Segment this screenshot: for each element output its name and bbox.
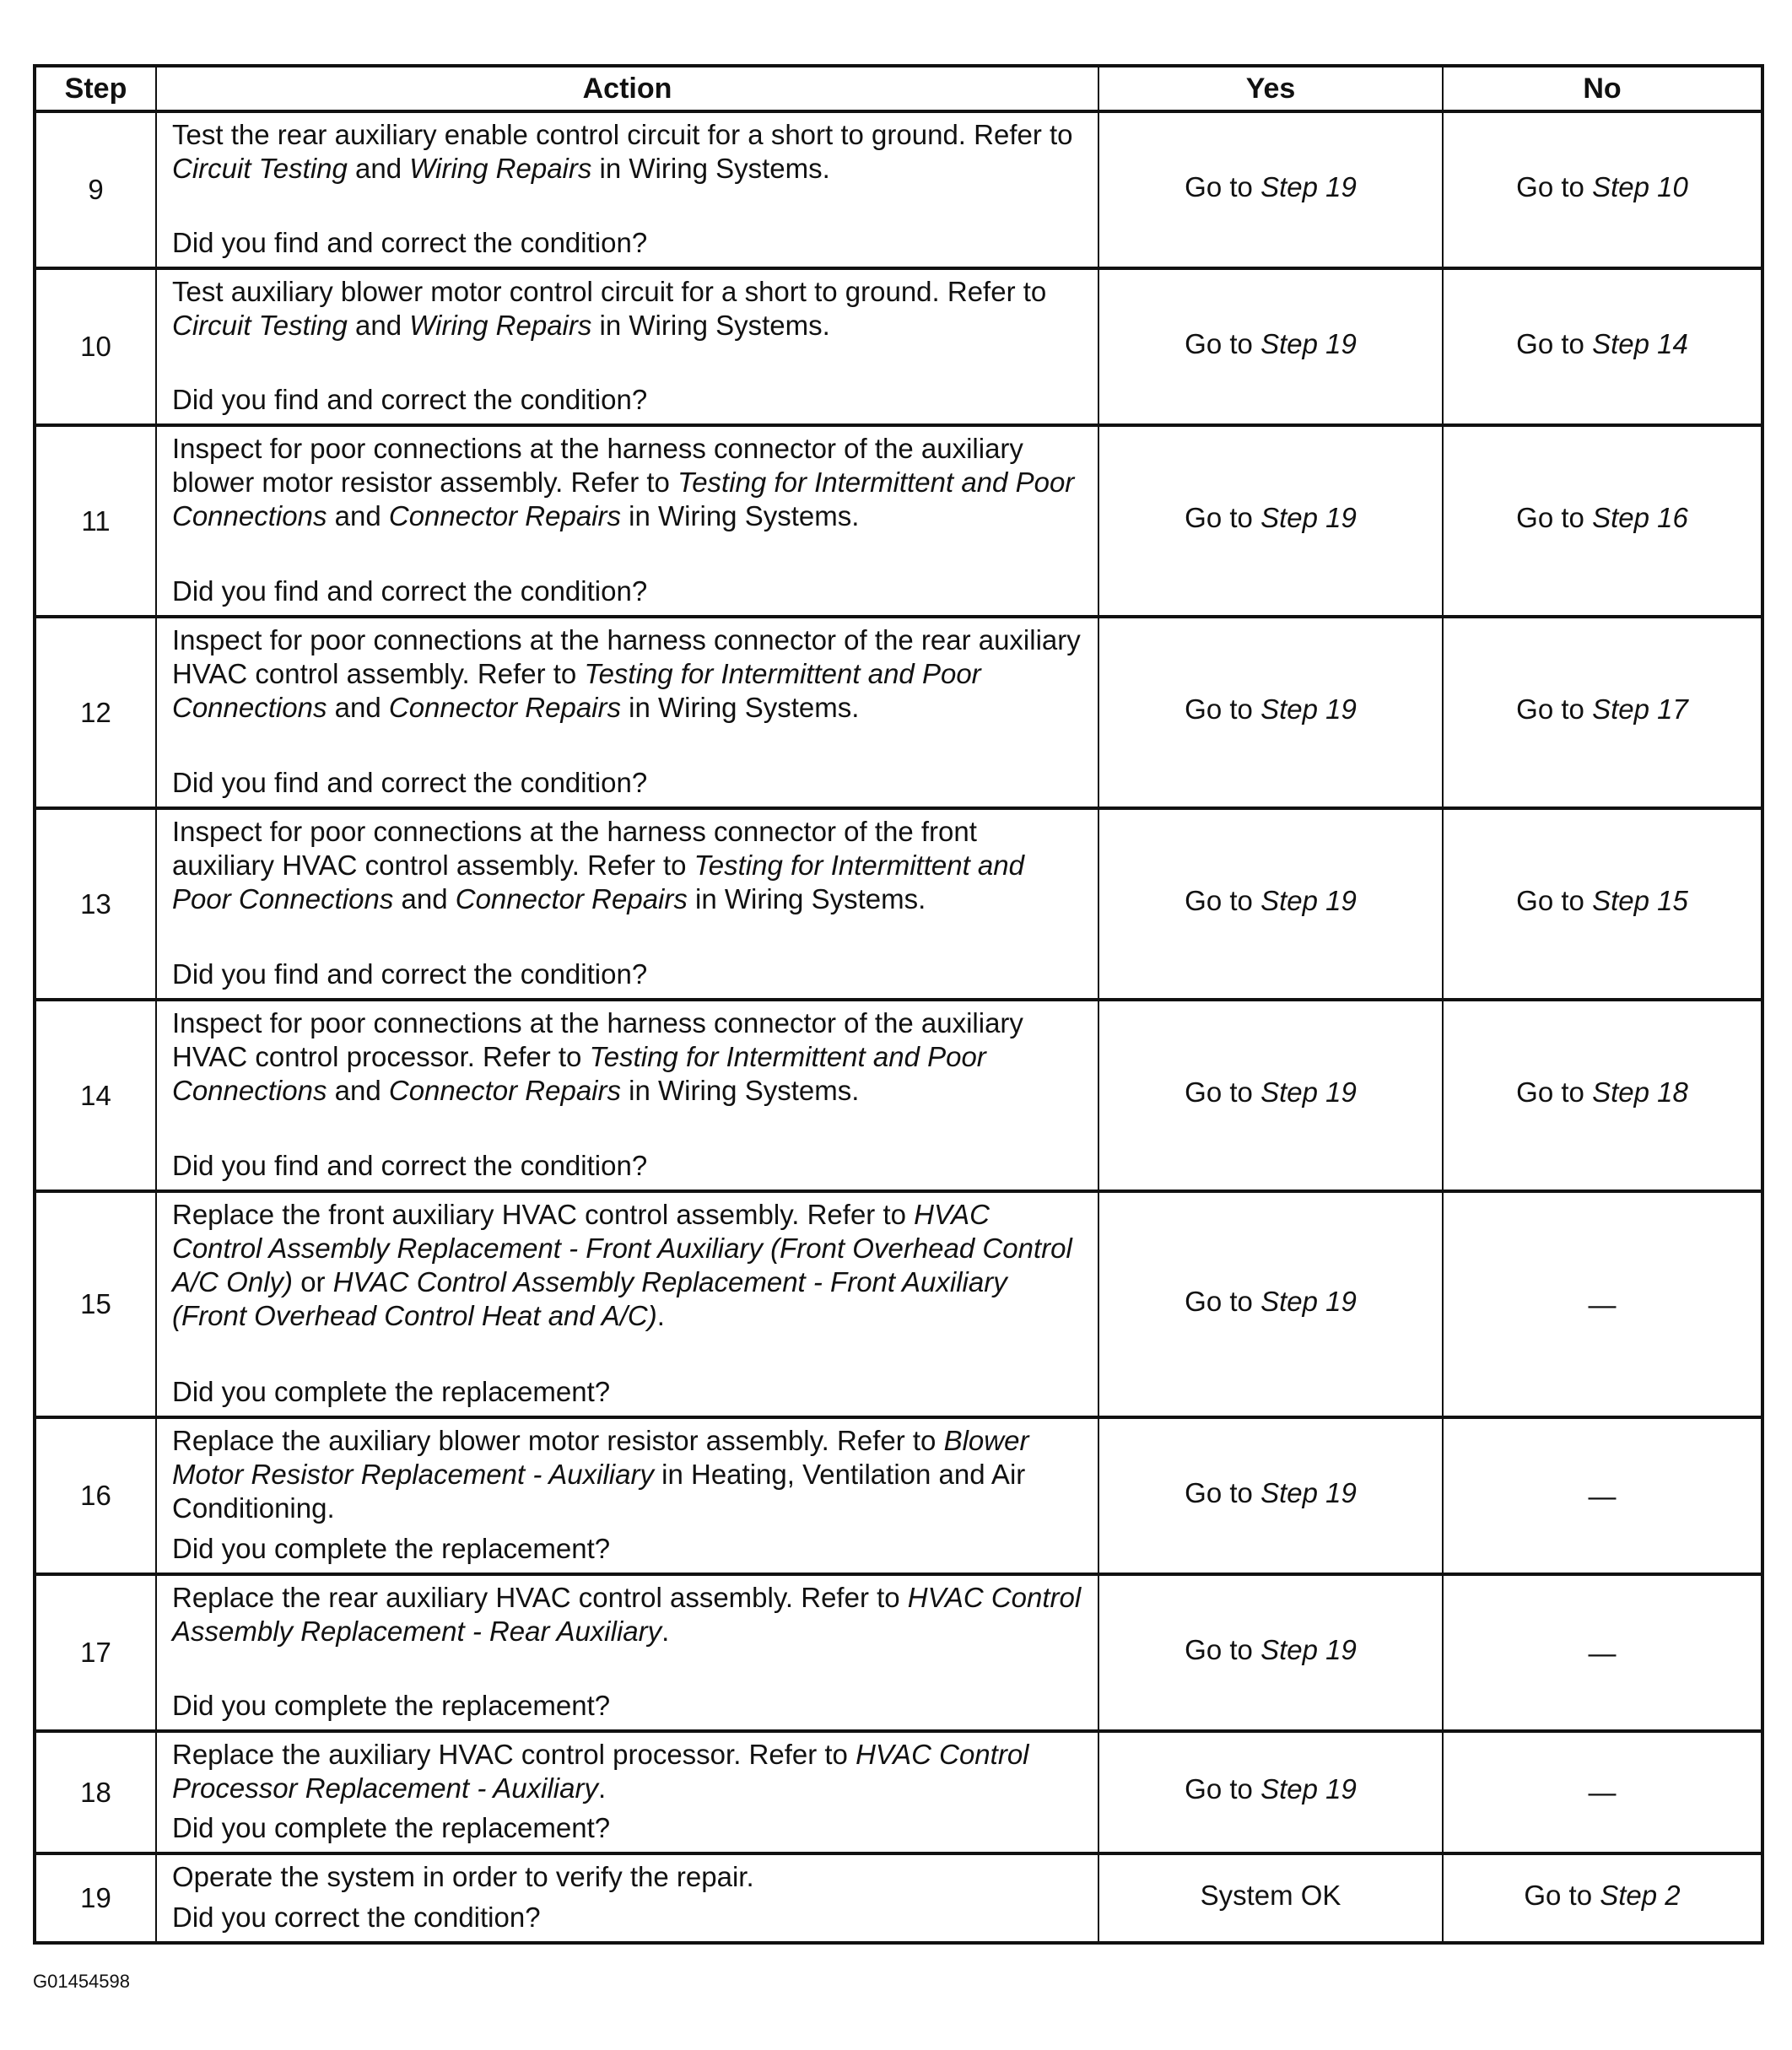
action-question: Did you find and correct the condition?	[172, 767, 648, 798]
no-step-ref: Step 10	[1592, 170, 1688, 202]
yes-step-ref: Step 19	[1260, 1285, 1357, 1317]
action-content	[172, 1424, 1082, 1566]
action-instruction	[172, 275, 1082, 343]
table-row	[35, 1191, 1762, 1417]
instruction-text: Replace the front auxiliary HVAC control assembly. Refer to	[172, 1199, 915, 1230]
instruction-text: Inspect for poor connections at the harness connector of the auxiliary HVAC control processor. Refer to	[172, 1007, 1023, 1072]
step-number: 14	[35, 1000, 156, 1191]
yes-result	[1098, 1731, 1443, 1853]
reference-link-text: Connector Repairs	[455, 883, 688, 914]
yes-step-ref: Step 19	[1260, 327, 1357, 359]
action-question: Did you correct the condition?	[172, 1902, 541, 1933]
action-cell	[156, 1000, 1098, 1191]
no-step-ref: Step 2	[1600, 1879, 1681, 1911]
action-question: Did you find and correct the condition?	[172, 1150, 648, 1181]
instruction-text: and	[327, 500, 389, 531]
reference-link-text: Testing for Intermittent and Poor Connections	[172, 850, 1024, 914]
action-question: Did you find and correct the condition?	[172, 958, 648, 990]
step-number: 19	[35, 1853, 156, 1943]
no-step-ref: Step 15	[1592, 885, 1688, 916]
step-number: 16	[35, 1417, 156, 1574]
no-result	[1443, 1417, 1762, 1574]
no-dash: —	[1588, 1480, 1617, 1512]
table-row	[35, 1417, 1762, 1574]
action-cell	[156, 1731, 1098, 1853]
yes-prefix: Go to	[1185, 693, 1261, 725]
instruction-text: Inspect for poor connections at the harness connector of the rear auxiliary HVAC control assembly. Refer to	[172, 624, 1081, 689]
document	[33, 64, 1761, 1945]
no-result	[1443, 111, 1762, 268]
no-prefix: Go to	[1516, 885, 1593, 916]
action-content	[172, 275, 1082, 417]
table-row	[35, 1000, 1762, 1191]
yes-prefix: Go to	[1185, 170, 1261, 202]
table-row	[35, 1731, 1762, 1853]
no-step-ref: Step 16	[1592, 502, 1688, 533]
instruction-text: in Wiring Systems.	[591, 153, 830, 184]
yes-prefix: Go to	[1185, 1285, 1261, 1317]
step-number: 18	[35, 1731, 156, 1853]
yes-result	[1098, 1574, 1443, 1731]
no-result	[1443, 1191, 1762, 1417]
yes-result	[1098, 268, 1443, 425]
instruction-text: in Wiring Systems.	[591, 310, 830, 341]
instruction-text: .	[656, 1300, 665, 1331]
action-content	[172, 1198, 1082, 1409]
reference-link-text: HVAC Control Assembly Replacement - Front Auxiliary (Front Overhead Control A/C Only)	[172, 1199, 1072, 1297]
no-dash: —	[1588, 1288, 1617, 1320]
action-instruction	[172, 1581, 1082, 1648]
action-content	[172, 1006, 1082, 1183]
no-prefix: Go to	[1516, 1076, 1593, 1108]
reference-link-text: HVAC Control Assembly Replacement - Front Auxiliary (Front Overhead Control Heat and A/C)	[172, 1266, 1007, 1331]
table-row	[35, 1853, 1762, 1943]
instruction-text: in Wiring Systems.	[621, 1075, 860, 1106]
action-instruction	[172, 815, 1082, 916]
table-row	[35, 268, 1762, 425]
instruction-text: .	[661, 1616, 670, 1647]
header-step: Step	[35, 66, 156, 111]
action-cell	[156, 111, 1098, 268]
instruction-text: and	[347, 153, 410, 184]
header-yes: Yes	[1098, 66, 1443, 111]
yes-result	[1098, 425, 1443, 617]
no-result	[1443, 425, 1762, 617]
reference-link-text: Testing for Intermittent and Poor Connections	[172, 467, 1075, 531]
action-instruction	[172, 1424, 1082, 1525]
table-header-row	[35, 66, 1762, 111]
action-question: Did you complete the replacement?	[172, 1376, 611, 1407]
step-number: 15	[35, 1191, 156, 1417]
step-number: 9	[35, 111, 156, 268]
instruction-text: in Wiring Systems.	[621, 500, 860, 531]
table-row	[35, 808, 1762, 1000]
step-number: 13	[35, 808, 156, 1000]
action-cell	[156, 425, 1098, 617]
no-step-ref: Step 18	[1592, 1076, 1688, 1108]
figure-id: G01454598	[33, 1971, 130, 1992]
step-number: 12	[35, 617, 156, 808]
reference-link-text: Connector Repairs	[388, 1075, 621, 1106]
header-action: Action	[156, 66, 1098, 111]
diagnostic-steps-table	[33, 64, 1764, 1945]
yes-prefix: Go to	[1185, 1476, 1261, 1508]
table-row	[35, 1574, 1762, 1731]
no-result	[1443, 1853, 1762, 1943]
step-number: 11	[35, 425, 156, 617]
action-instruction	[172, 1006, 1082, 1108]
no-prefix: Go to	[1516, 170, 1593, 202]
action-cell	[156, 1853, 1098, 1943]
action-cell	[156, 268, 1098, 425]
reference-link-text: HVAC Control Processor Replacement - Auxiliary	[172, 1739, 1029, 1804]
yes-prefix: Go to	[1185, 1633, 1261, 1665]
action-cell	[156, 1574, 1098, 1731]
yes-step-ref: Step 19	[1260, 693, 1357, 725]
table-row	[35, 617, 1762, 808]
instruction-text: and	[347, 310, 410, 341]
reference-link-text: Circuit Testing	[172, 310, 348, 341]
no-result	[1443, 617, 1762, 808]
action-question: Did you find and correct the condition?	[172, 384, 648, 415]
yes-step-ref: Step 19	[1260, 502, 1357, 533]
no-result	[1443, 1000, 1762, 1191]
action-content	[172, 623, 1082, 800]
no-prefix: Go to	[1516, 327, 1593, 359]
yes-result	[1098, 808, 1443, 1000]
reference-link-text: Wiring Repairs	[409, 153, 592, 184]
no-prefix: Go to	[1524, 1879, 1600, 1911]
instruction-text: in Wiring Systems.	[621, 692, 860, 723]
action-question: Did you complete the replacement?	[172, 1690, 611, 1721]
action-instruction	[172, 118, 1082, 186]
instruction-text: in Heating, Ventilation and Air Conditioning.	[172, 1459, 1026, 1524]
step-number: 17	[35, 1574, 156, 1731]
action-instruction	[172, 623, 1082, 725]
action-content	[172, 815, 1082, 991]
no-result	[1443, 1731, 1762, 1853]
table-body	[35, 111, 1762, 1943]
instruction-text: Inspect for poor connections at the harness connector of the front auxiliary HVAC control assembly. Refer to	[172, 816, 977, 881]
action-instruction	[172, 1860, 1082, 1894]
reference-link-text: Blower Motor Resistor Replacement - Auxiliary	[172, 1425, 1029, 1490]
yes-prefix: Go to	[1185, 1773, 1261, 1805]
yes-result	[1098, 111, 1443, 268]
action-question: Did you find and correct the condition?	[172, 227, 648, 258]
reference-link-text: Testing for Intermittent and Poor Connections	[172, 658, 981, 723]
reference-link-text: Connector Repairs	[388, 692, 621, 723]
action-content	[172, 1860, 1082, 1934]
instruction-text: Inspect for poor connections at the harness connector of the auxiliary blower motor resistor assembly. Refer to	[172, 433, 1023, 498]
action-cell	[156, 1191, 1098, 1417]
no-result	[1443, 268, 1762, 425]
no-prefix: Go to	[1516, 693, 1593, 725]
reference-link-text: Connector Repairs	[388, 500, 621, 531]
no-dash: —	[1588, 1777, 1617, 1808]
no-result	[1443, 808, 1762, 1000]
instruction-text: Replace the rear auxiliary HVAC control assembly. Refer to	[172, 1582, 908, 1613]
no-dash: —	[1588, 1637, 1617, 1669]
yes-result	[1098, 1191, 1443, 1417]
yes-result	[1098, 1417, 1443, 1574]
action-content	[172, 432, 1082, 608]
action-instruction	[172, 432, 1082, 533]
action-question: Did you find and correct the condition?	[172, 575, 648, 607]
yes-result	[1098, 1000, 1443, 1191]
instruction-text: Test auxiliary blower motor control circuit for a short to ground. Refer to	[172, 276, 1047, 307]
yes-step-ref: Step 19	[1260, 1476, 1357, 1508]
yes-result	[1098, 617, 1443, 808]
action-question: Did you complete the replacement?	[172, 1533, 611, 1564]
yes-result	[1098, 1853, 1443, 1943]
no-step-ref: Step 17	[1592, 693, 1688, 725]
instruction-text: and	[327, 1075, 389, 1106]
table-row	[35, 425, 1762, 617]
yes-step-ref: Step 19	[1260, 1773, 1357, 1805]
action-instruction	[172, 1738, 1082, 1805]
yes-prefix: Go to	[1185, 1076, 1261, 1108]
yes-step-ref: Step 19	[1260, 885, 1357, 916]
yes-step-ref: Step 19	[1260, 1076, 1357, 1108]
action-content	[172, 1738, 1082, 1845]
yes-prefix: System OK	[1200, 1879, 1341, 1911]
action-question: Did you complete the replacement?	[172, 1812, 611, 1843]
instruction-text: Replace the auxiliary blower motor resistor assembly. Refer to	[172, 1425, 944, 1456]
yes-prefix: Go to	[1185, 885, 1261, 916]
instruction-text: Operate the system in order to verify the repair.	[172, 1861, 754, 1892]
reference-link-text: HVAC Control Assembly Replacement - Rear Auxiliary	[172, 1582, 1082, 1647]
table-row	[35, 111, 1762, 268]
instruction-text: in Wiring Systems.	[687, 883, 926, 914]
step-number: 10	[35, 268, 156, 425]
reference-link-text: Testing for Intermittent and Poor Connections	[172, 1041, 986, 1106]
yes-step-ref: Step 19	[1260, 1633, 1357, 1665]
no-result	[1443, 1574, 1762, 1731]
action-instruction	[172, 1198, 1082, 1333]
instruction-text: .	[597, 1772, 607, 1804]
action-content	[172, 1581, 1082, 1723]
reference-link-text: Wiring Repairs	[409, 310, 592, 341]
header-no: No	[1443, 66, 1762, 111]
no-prefix: Go to	[1516, 502, 1593, 533]
instruction-text: or	[293, 1266, 333, 1297]
action-cell	[156, 1417, 1098, 1574]
no-step-ref: Step 14	[1592, 327, 1688, 359]
reference-link-text: Circuit Testing	[172, 153, 348, 184]
instruction-text: Test the rear auxiliary enable control circuit for a short to ground. Refer to	[172, 119, 1073, 150]
instruction-text: and	[393, 883, 456, 914]
action-content	[172, 118, 1082, 260]
yes-prefix: Go to	[1185, 327, 1261, 359]
yes-step-ref: Step 19	[1260, 170, 1357, 202]
yes-prefix: Go to	[1185, 502, 1261, 533]
instruction-text: Replace the auxiliary HVAC control processor. Refer to	[172, 1739, 856, 1770]
action-cell	[156, 808, 1098, 1000]
action-cell	[156, 617, 1098, 808]
instruction-text: and	[327, 692, 389, 723]
